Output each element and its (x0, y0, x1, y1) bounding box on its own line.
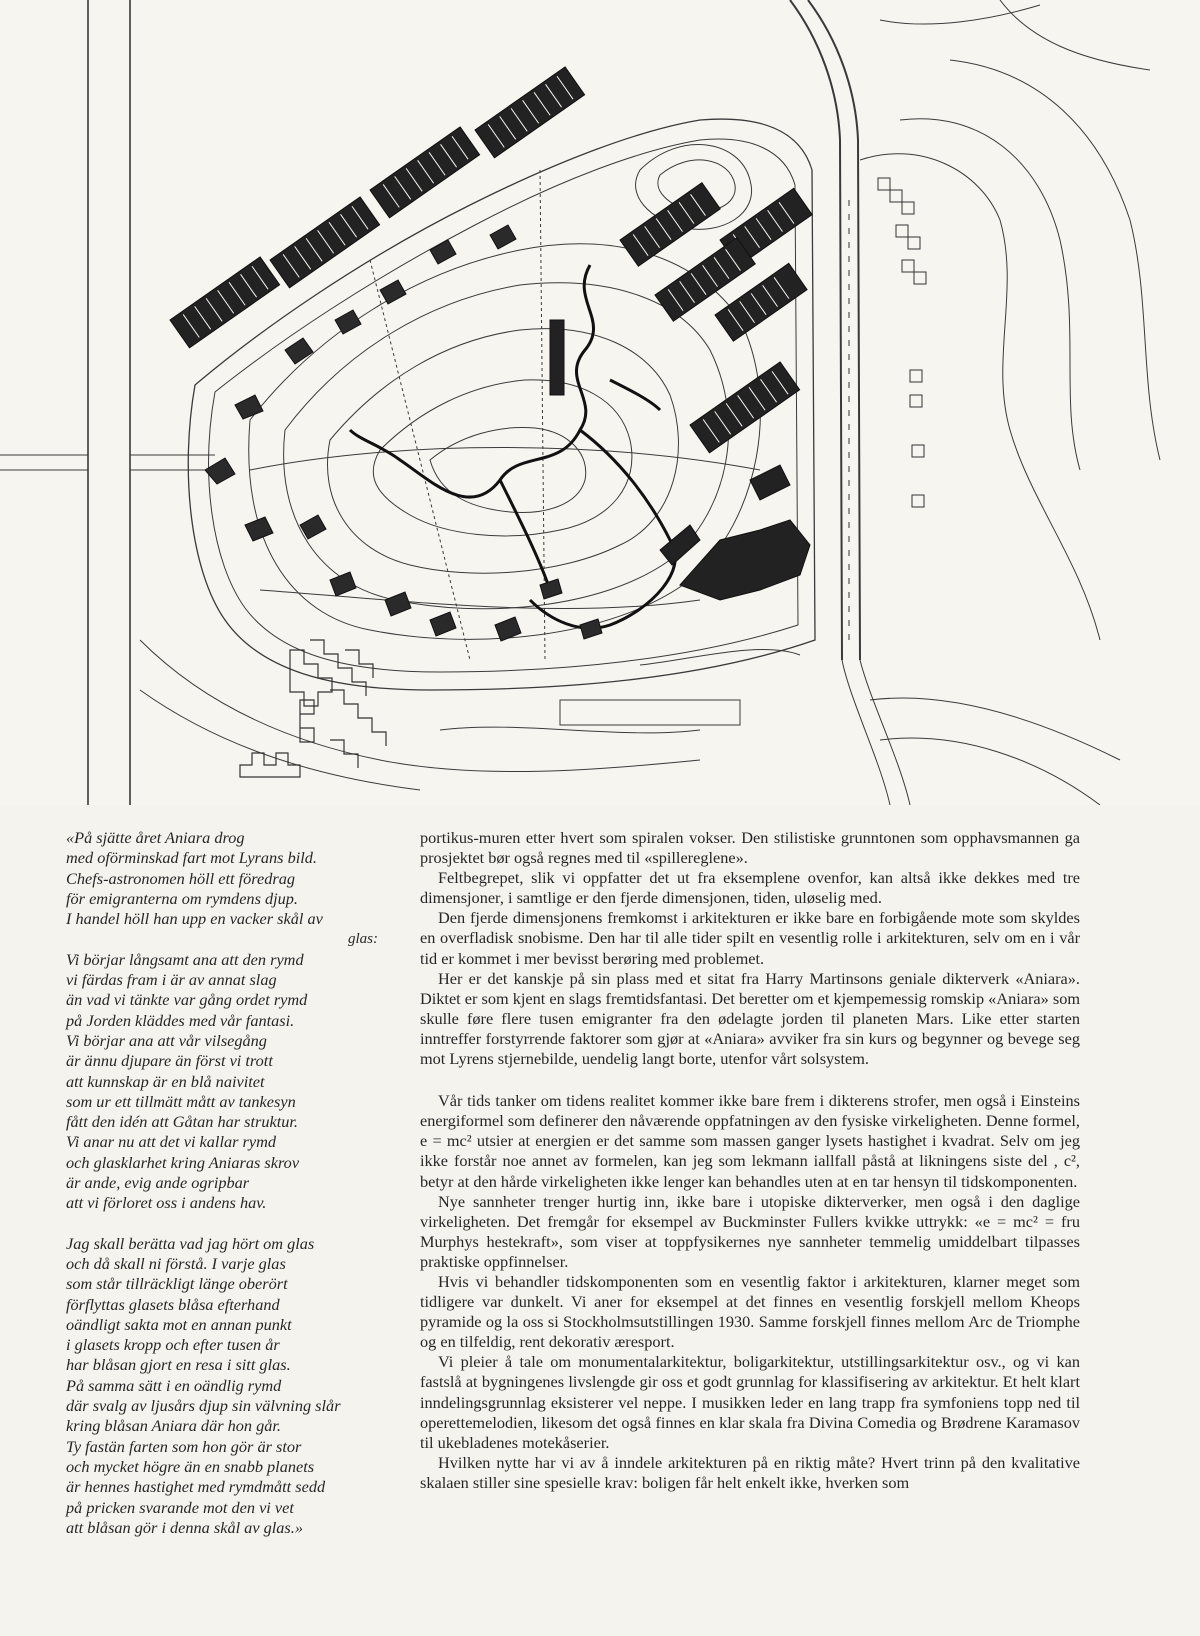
poem-line: Vi anar nu att det vi kallar rymd (66, 1132, 276, 1152)
poem-line: är ande, evig ande ogripbar (66, 1173, 250, 1193)
poem-line: än vad vi tänkte var gång ordet rymd (66, 990, 308, 1010)
poem-line: glas: (348, 931, 378, 948)
article-paragraph: Hvis vi behandler tidskomponenten som en vesentlig faktor i arkitekturen, klarner meget som tidligere var dunkelt. Vi aner for eksempel at det finnes en vesentlig forskjell mellom Kheops pyramide og la oss si Stockholmsutstillingen 1930. Samme forskjell finnes mellom Arc de Triomphe og en tilfeldig, rent dekorativ æresport. (420, 1271, 1080, 1352)
article-paragraph: Den fjerde dimensjonens fremkomst i arkitekturen er ikke bare en forbigående mote som skyldes en overfladisk snobisme. Den har til alle tider spilt en vesentlig rolle i arkitekturen, selv om en i vår tid er kommet i mer bevisst berøring med problemet. (420, 908, 1080, 968)
poem-line: för emigranterna om rymdens djup. (66, 888, 298, 908)
article-paragraph: portikus-muren etter hvert som spiralen vokser. Den stilistiske grunntonen som opphavsmannen ga prosjektet bør også regnes med til «spillereglene». (420, 828, 1080, 868)
poem-line: är ännu djupare än först vi trott (66, 1051, 273, 1071)
poem-line: är hennes hastighet med rymdmått sedd (66, 1477, 326, 1497)
poem-line: med oförminskad fart mot Lyrans bild. (66, 848, 317, 868)
poem-line: fått den idén att Gåtan har struktur. (66, 1112, 299, 1132)
poem-line: och mycket högre än en snabb planets (66, 1456, 315, 1476)
poem-line: att blåsan gör i denna skål av glas.» (66, 1517, 303, 1537)
poem-line: att kunnskap är en blå naivitet (66, 1071, 265, 1091)
article-paragraph: Hvilken nytte har vi av å inndele arkitekturen på en riktig måte? Hvert trinn på den kvalitative skalaen stiller sine spesielle krav: boligen får helt enkelt ikke, hverken som (420, 1452, 1080, 1492)
poem-line: «På sjätte året Aniara drog (66, 828, 245, 847)
article-paragraph: Nye sannheter trenger hurtig inn, ikke bare i utopiske dikterverker, men også i den daglige virkeligheten. Det fremgår for eksempel av Buckminster Fullers kvikke uttrykk: «e = mc² = fru Murphys hestekraft», som viser at toppfysikernes nye sannheter temmelig umiddelbart tilpasses praktiske oppfinnelser. (420, 1191, 1080, 1271)
poem-line: har blåsan gjort en resa i sitt glas. (66, 1355, 291, 1375)
article-paragraph: Vår tids tanker om tidens realitet kommer ikke bare frem i dikterens strofer, men også i Einsteins energiformel som definerer den nåværende oppfatningen av den fysiske virkeligheten. Denne formel, e = mc² utsier at energien er det samme som massen ganger lysets hastighet i kvadrat. Selv om jeg ikke forstår noe annet av formelen, kan jeg som lekmann iallfall påstå at likningens siste del , c², betyr at den hårde virkeligheten ikke lenger kan behandles uten at en tar hensyn til tidskomponenten. (420, 1091, 1080, 1191)
poem-line: på Jorden kläddes med vår fantasi. (66, 1010, 295, 1030)
poem-line: där svalg av ljusårs djup sin välvning slår (66, 1396, 341, 1416)
poem-line: På samma sätt i en oändlig rymd (66, 1375, 282, 1395)
poem-line: oändligt sakta mot en annan punkt (66, 1314, 292, 1334)
poem-line: och då skall ni förstå. I varje glas (66, 1253, 286, 1273)
poem-line: och glasklarhet kring Aniaras skrov (66, 1152, 300, 1172)
poem-line: vi färdas fram i är av annat slag (66, 970, 277, 990)
poem-line: som står tillräckligt länge oberört (66, 1274, 288, 1294)
poem-line: att vi förloret oss i andens hav. (66, 1193, 267, 1213)
poem-line: kring blåsan Aniara där hon går. (66, 1416, 281, 1436)
poem-excerpt (66, 828, 386, 1558)
poem-line: Jag skall berätta vad jag hört om glas (66, 1233, 315, 1253)
site-plan-drawing (0, 0, 1200, 805)
article-paragraph: Vi pleier å tale om monumentalarkitektur, boligarkitektur, utstillingsarkitektur osv., og vi kan fastslå at bygningenes livslengde gir oss et godt grunnlag for klassifisering av arkitektur. Et helt klart inndelingsgrunnlag eksisterer vel neppe. I musikken leder en lang trapp fra symfoniens topp ned til operettemelodien, likesom det også finnes en klar skala fra Divina Comedia og Brødrene Karamasov til ukebladenes motekåserier. (420, 1352, 1080, 1452)
poem-line: Vi börjar ana att vår vilsegång (66, 1030, 267, 1050)
poem-line: på pricken svarande mot den vi vet (66, 1497, 294, 1517)
article-paragraph: Feltbegrepet, slik vi oppfatter det ut fra eksemplene ovenfor, kan altså ikke dekkes med tre dimensjoner, i samtlige er den fjerde dimensjonen, tiden, uløselig med. (420, 868, 1080, 908)
poem-line: Chefs-astronomen höll ett föredrag (66, 868, 295, 888)
poem-stanza (66, 828, 386, 1214)
article-body (420, 828, 1080, 1493)
poem-line: Vi börjar långsamt ana att den rymd (66, 949, 304, 969)
article-paragraph: Her er det kanskje på sin plass med et sitat fra Harry Martinsons geniale dikterverk «Aniara». Diktet er som kjent en slags fremtidsfantasi. Det beretter om et kjempemessig romskip «Aniara» som skulle føre flere tusen emigranter fra den ødelagte jorden til planeten Mars. Like etter starten inntreffer forstyrrende faktorer som gjør at «Aniara» avviker fra sin kurs og begynner og bevege seg mot Lyrens stjernebilde, uendelig langt borte, utenfor vårt solsystem. (420, 968, 1080, 1069)
poem-line: i glasets kropp och efter tusen år (66, 1335, 280, 1355)
poem-line: förflyttas glasets blåsa efterhand (66, 1294, 280, 1314)
poem-stanza (66, 1234, 386, 1538)
poem-line: Ty fastän farten som hon gör är stor (66, 1436, 302, 1456)
poem-line: I handel höll han upp en vacker skål av (66, 909, 323, 929)
poem-line: som ur ett tillmätt mått av tankesyn (66, 1091, 296, 1111)
